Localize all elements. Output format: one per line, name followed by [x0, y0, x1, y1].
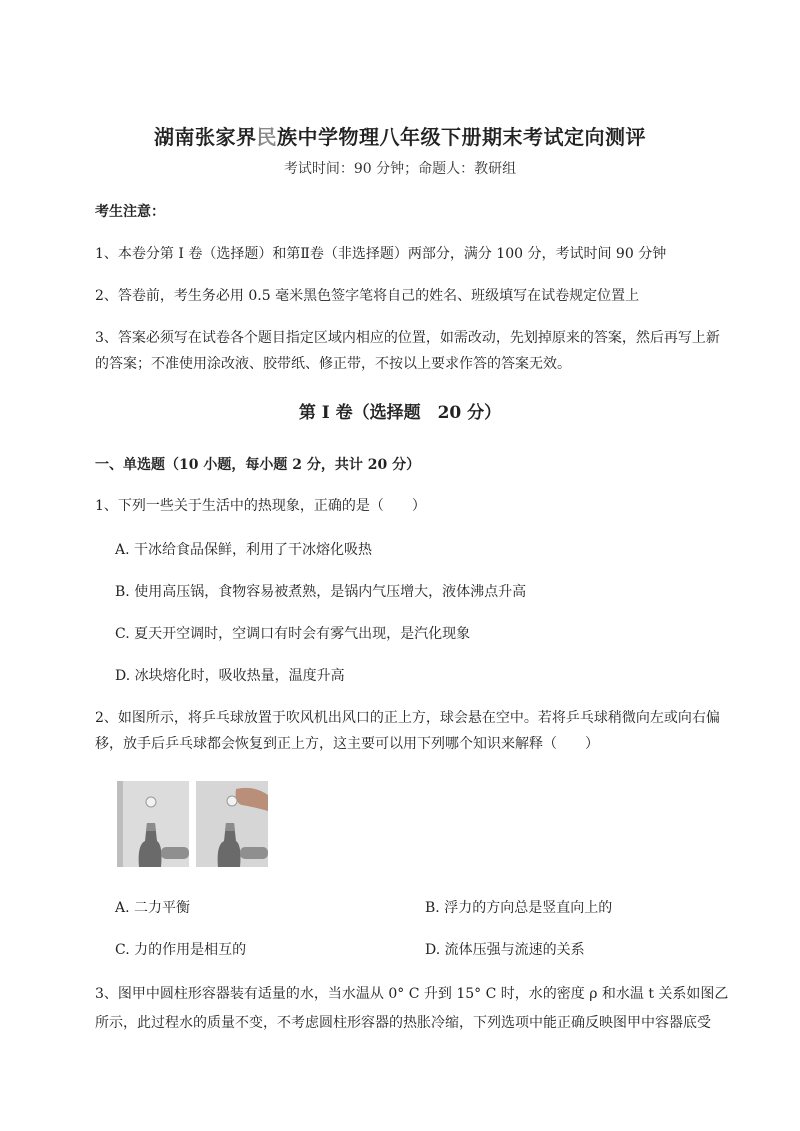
note-item-1: 1、本卷分第 I 卷（选择题）和第Ⅱ卷（非选择题）两部分，满分 100 分，考试时间 90 分钟 [95, 246, 667, 262]
question-3-stem-line-1: 3、图甲中圆柱形容器装有适量的水，当水温从 0° C 升到 15° C 时，水的密度 ρ 和水温 t 关系如图乙 [95, 986, 729, 1002]
question-3-stem-line-2: 所示，此过程水的质量不变，不考虑圆柱形容器的热胀冷缩，下列选项中能正确反映图甲中容器底受 [95, 1015, 711, 1031]
q1-option-a: A. 干冰给食品保鲜，利用了干冰熔化吸热 [115, 542, 373, 558]
q2-option-a: A. 二力平衡 [115, 900, 191, 916]
notes-heading: 考生注意： [95, 204, 165, 220]
q2-option-b: B. 浮力的方向总是竖直向上的 [425, 900, 613, 916]
q1-option-c: C. 夏天开空调时，空调口有时会有雾气出现，是汽化现象 [115, 626, 471, 642]
title-part: 族中学物理八年级下册期末考试定向测评 [277, 125, 646, 149]
exam-subtitle: 考试时间：90 分钟；命题人：教研组 [283, 161, 517, 177]
hair-dryer-photo-1 [117, 781, 189, 867]
title-part: 湖南张家界 [154, 125, 257, 149]
exam-title [0, 121, 800, 150]
q2-option-c: C. 力的作用是相互的 [115, 942, 247, 958]
note-item-2: 2、答卷前，考生务必用 0.5 毫米黑色签字笔将自己的姓名、班级填写在试卷规定位置上 [95, 288, 640, 304]
hair-dryer-photo-2 [196, 781, 268, 867]
question-2-stem-line-2: 移，放手后乒乓球都会恢复到正上方，这主要可以用下列哪个知识来解释（ ） [95, 736, 599, 752]
q1-option-b: B. 使用高压锅，食物容易被煮熟，是锅内气压增大，液体沸点升高 [115, 584, 527, 600]
note-item-3-line-1: 3、答案必须写在试卷各个题目指定区域内相应的位置，如需改动，先划掉原来的答案，然后再写上新 [95, 330, 720, 346]
question-2-stem-line-1: 2、如图所示，将乒乓球放置于吹风机出风口的正上方，球会悬在空中。若将乒乓球稍微向左或向右偏 [95, 710, 720, 726]
section-title: 第 I 卷（选择题 20 分） [298, 403, 502, 423]
q2-option-d: D. 流体压强与流速的关系 [425, 942, 585, 958]
question-1-stem: 1、下列一些关于生活中的热现象，正确的是（ ） [95, 498, 426, 514]
note-item-3-line-2: 的答案；不准使用涂改液、胶带纸、修正带，不按以上要求作答的答案无效。 [95, 356, 571, 372]
title-highlight: 民 [256, 125, 277, 149]
part-heading: 一、单选题（10 小题，每小题 2 分，共计 20 分） [95, 457, 421, 473]
q1-option-d: D. 冰块熔化时，吸收热量，温度升高 [115, 668, 345, 684]
